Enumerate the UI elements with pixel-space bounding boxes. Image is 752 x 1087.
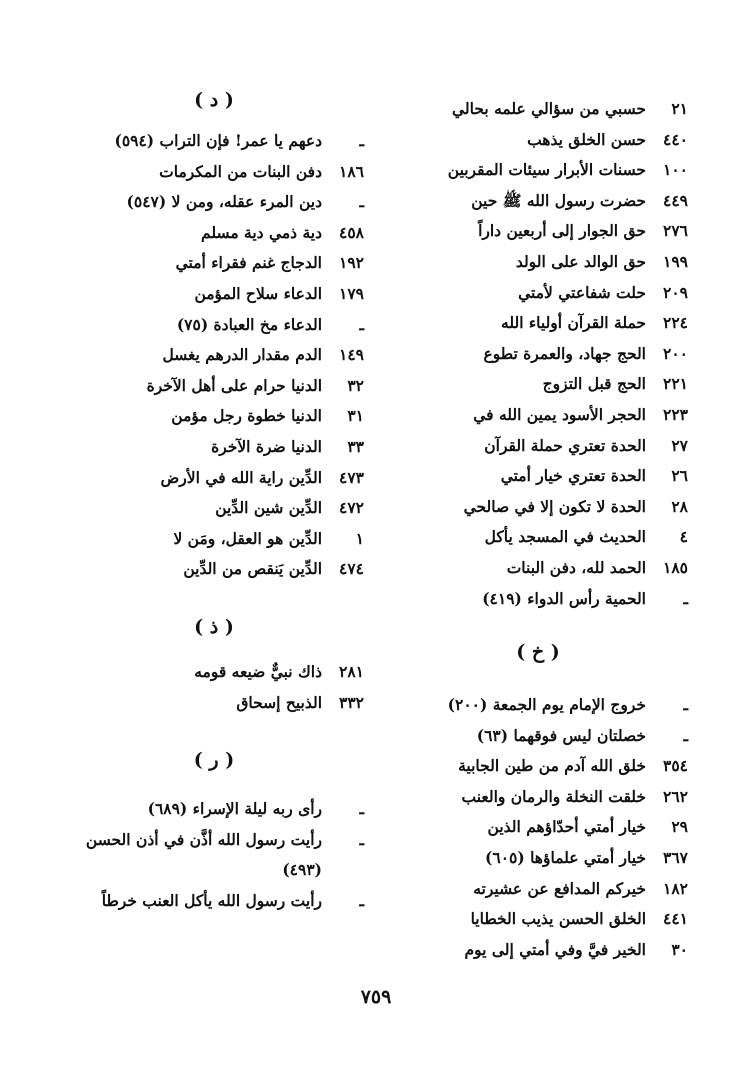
list-item (388, 812, 688, 843)
list-item (64, 554, 364, 585)
entry-text: خروج الإمام يوم الجمعة (٢٠٠) (447, 695, 646, 715)
entry-text: خيار أمتي أحدّاؤهم الذين (487, 817, 646, 837)
entry-text: الدجاج غنم فقراء أمتي (175, 253, 322, 273)
list-item (388, 721, 688, 752)
dal-entries-list (64, 126, 364, 585)
entry-number: ١٩٢ (339, 253, 364, 273)
entry-number: ـ (683, 588, 688, 608)
list-item (388, 935, 688, 966)
entry-text: الدنيا حرام على أهل الآخرة (146, 375, 322, 395)
entry-number: ٢٧ (671, 435, 688, 455)
entry-number: ـ (359, 314, 364, 334)
entry-text: خيار أمتي علماؤها (٦٠٥) (485, 848, 646, 868)
list-item (388, 492, 688, 523)
entry-number: ٢٦ (671, 466, 688, 486)
entry-text: رأيت رسول الله يأكل العنب خرطاً (101, 890, 322, 910)
list-item (388, 125, 688, 156)
list-item (64, 432, 364, 463)
entry-number: ٢٩ (671, 817, 688, 837)
entry-number: ٢٠٩ (663, 282, 688, 302)
entry-number: ٣٣٢ (339, 692, 364, 712)
list-item (388, 843, 688, 874)
entry-text: حضرت رسول الله ﷺ حين (471, 190, 646, 210)
entry-text: دية ذمي دية مسلم (201, 222, 322, 242)
entry-text: الحج قبل التزوج (542, 374, 646, 394)
list-item (388, 584, 688, 615)
entry-number: ٤٧٢ (339, 498, 364, 518)
entry-text: خلق الله آدم من طين الجابية (458, 756, 646, 776)
entry-text: رأيت رسول الله أذَّن في أذن الحسن (85, 829, 322, 849)
entry-text: دعهم يا عمر! فإن التراب (٥٩٤) (114, 131, 322, 150)
list-item (388, 751, 688, 782)
section-header-dhal: ( ذ ) (194, 615, 234, 638)
list-item (64, 688, 364, 719)
entry-number: ٢٢٤ (663, 313, 688, 333)
entry-text: الدم مقدار الدرهم يغسل (162, 345, 322, 365)
entry-number: ٤٧٤ (339, 559, 364, 579)
entry-number: ـ (359, 131, 364, 150)
list-item (388, 278, 688, 309)
list-item (388, 431, 688, 462)
entry-number: ١٤٩ (339, 345, 364, 365)
entry-number: ٤٤١ (663, 909, 688, 929)
right-column (388, 88, 688, 965)
entry-text: حملة القرآن أولياء الله (501, 313, 646, 333)
entry-text: الحجر الأسود يمين الله في (473, 404, 646, 424)
entry-number: ١ (355, 528, 364, 548)
list-item (64, 126, 364, 157)
entry-text: الخير فيَّ وفي أمتي إلى يوم (464, 939, 646, 959)
entry-number: ٣٣ (347, 436, 364, 456)
entry-text: الحديث في المسجد يأكل (484, 527, 646, 547)
entry-number: ٢١ (671, 99, 688, 118)
entry-text: الدنيا ضرة الآخرة (211, 436, 322, 456)
entry-number: ٣١ (347, 406, 364, 426)
entry-number: ٤ (679, 527, 688, 547)
list-item (388, 553, 688, 584)
entry-number: ١٠٠ (663, 160, 688, 180)
section-header-dal: ( د ) (194, 89, 234, 111)
list-item (388, 522, 688, 553)
entry-text: الدعاء مخ العبادة (٧٥) (176, 314, 322, 334)
entry-text: خصلتان ليس فوقهما (٦٣) (476, 725, 646, 745)
list-item (64, 340, 364, 371)
list-item (64, 493, 364, 524)
entry-number: ١٨٢ (663, 878, 688, 898)
entry-text: حلت شفاعتي لأمتي (518, 282, 646, 302)
list-item (64, 657, 364, 688)
list-item (388, 690, 688, 721)
list-item (64, 463, 364, 494)
entry-text: الدِّين راية الله في الأرض (160, 467, 322, 487)
list-item (388, 874, 688, 905)
entry-number: ٤٤٠ (663, 129, 688, 149)
list-item (64, 310, 364, 341)
entry-text: حسبي من سؤالي علمه بحالي (452, 99, 646, 118)
list-item (388, 247, 688, 278)
entry-number: ٣٦٧ (663, 848, 688, 868)
list-item (388, 400, 688, 431)
entry-number: ٤٧٣ (339, 467, 364, 487)
entry-text: الحدة تعتري خيار أمتي (500, 466, 646, 486)
list-item (388, 782, 688, 813)
entry-text: الدنيا خطوة رجل مؤمن (171, 406, 322, 426)
list-item (388, 904, 688, 935)
entry-number: ١٨٥ (663, 557, 688, 577)
list-item (64, 886, 364, 917)
entry-text: رأى ربه ليلة الإسراء (٦٨٩) (147, 799, 322, 819)
entry-text: دفن البنات من المكرمات (159, 161, 322, 181)
entry-number: ـ (359, 799, 364, 819)
entry-number: ٢٠٠ (663, 343, 688, 363)
list-item (64, 401, 364, 432)
entry-number: ٢٢٣ (663, 404, 688, 424)
entry-number: ٣٢ (347, 375, 364, 395)
list-item (64, 187, 364, 218)
entry-text: الحمد لله، دفن البنات (506, 557, 646, 577)
entry-text: حسنات الأبرار سيئات المقربين (447, 160, 646, 180)
entry-number: ـ (359, 192, 364, 212)
list-item (64, 524, 364, 555)
entry-number: ٢٦٢ (663, 786, 688, 806)
section-header-kha: ( خ ) (516, 641, 560, 664)
entry-number: ٢٨١ (339, 661, 364, 681)
entry-text: (٤٩٣) (282, 860, 322, 880)
entry-text: الدِّين يَنقص من الدِّين (183, 559, 322, 579)
list-item (64, 279, 364, 310)
index-page (0, 88, 752, 988)
list-item (388, 369, 688, 400)
list-item (64, 825, 364, 856)
entry-number: ١٨٦ (339, 161, 364, 181)
entry-text: حق الجوار إلى أربعين داراً (478, 221, 646, 241)
dhal-entries-list (64, 657, 364, 718)
entry-text: الحدة لا تكون إلا في صالحي (463, 496, 646, 516)
ra-entries-list (64, 794, 364, 916)
list-item (388, 339, 688, 370)
page-number: ٧٥٩ (360, 986, 392, 1008)
entry-number: ٤٥٨ (339, 222, 364, 242)
section-header-ra: ( ر ) (193, 749, 235, 772)
left-column (64, 88, 364, 916)
list-item (388, 155, 688, 186)
entry-number: ـ (683, 695, 688, 715)
entry-number: ١٧٩ (339, 283, 364, 303)
entry-number: ٣٥٤ (663, 756, 688, 776)
entry-number: ٢٧٦ (663, 221, 688, 241)
list-item (64, 157, 364, 188)
list-item (64, 371, 364, 402)
list-item (388, 216, 688, 247)
entry-number: ٢٨ (671, 496, 688, 516)
list-item (388, 94, 688, 125)
entry-number: ٣٠ (671, 939, 688, 959)
entry-text: دين المرء عقله، ومن لا (٥٤٧) (126, 192, 322, 212)
list-item-continuation (64, 855, 364, 886)
entry-text: الخلق الحسن يذيب الخطايا (470, 909, 646, 929)
entry-text: الدِّين هو العقل، ومَن لا (173, 528, 322, 548)
ha-entries-list (388, 94, 688, 614)
list-item (388, 186, 688, 217)
entry-text: حسن الخلق يذهب (527, 129, 646, 149)
entry-text: ذاك نبيٌّ ضيعه قومه (194, 661, 322, 681)
entry-text: الحج جهاد، والعمرة تطوع (483, 343, 646, 363)
entry-number: ١٩٩ (663, 251, 688, 271)
entry-text: الدِّين شين الدِّين (215, 498, 322, 518)
entry-number: ـ (359, 890, 364, 910)
entry-text: الحدة تعتري حملة القرآن (484, 435, 646, 455)
entry-text: خلقت النخلة والرمان والعنب (461, 786, 646, 806)
list-item (64, 218, 364, 249)
kha-entries-list (388, 690, 688, 965)
entry-text: الحمية رأس الدواء (٤١٩) (482, 588, 646, 608)
entry-text: خيركم المدافع عن عشيرته (473, 878, 646, 898)
entry-text: حق الوالد على الولد (515, 251, 646, 271)
entry-text: الذبيح إسحاق (236, 692, 322, 712)
entry-text: الدعاء سلاح المؤمن (194, 283, 322, 303)
list-item (388, 308, 688, 339)
list-item (64, 248, 364, 279)
entry-number: ـ (683, 725, 688, 745)
entry-number: ٤٤٩ (663, 190, 688, 210)
entry-number: ـ (359, 829, 364, 849)
entry-number: ٢٢١ (663, 374, 688, 394)
list-item (388, 461, 688, 492)
list-item (64, 794, 364, 825)
